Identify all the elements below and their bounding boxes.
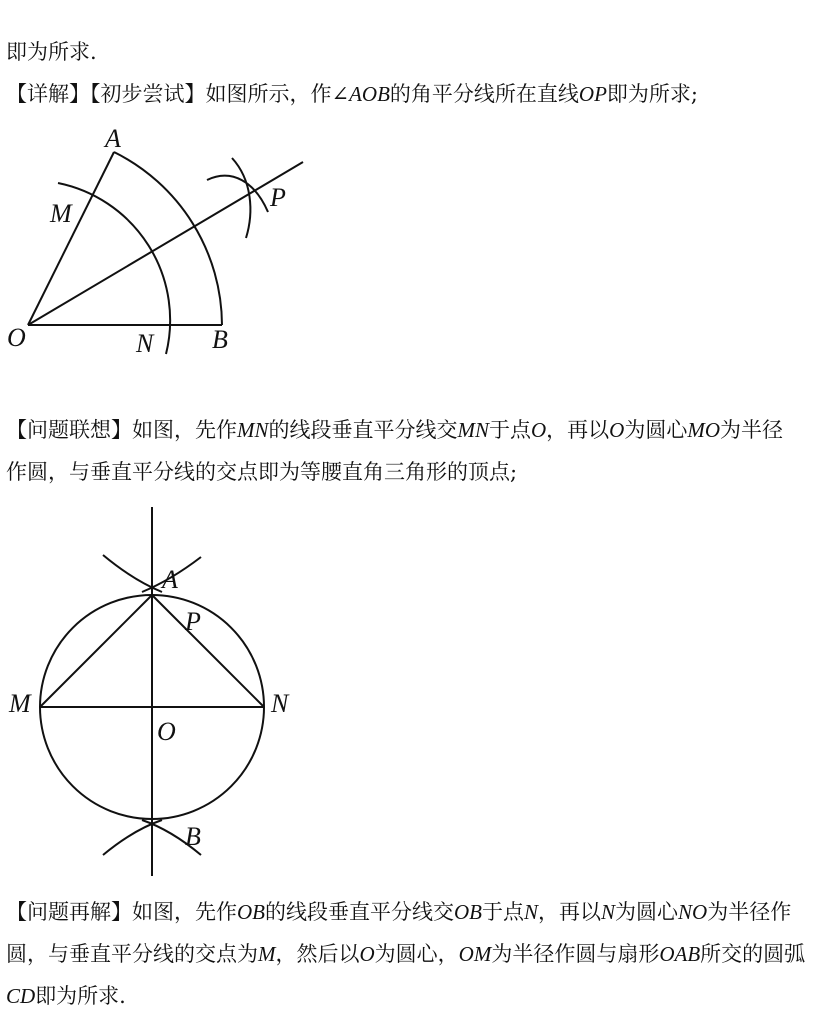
text-segment: 如图，先作 [132,900,237,924]
paragraph-wenti-lianxiang-2 [6,458,517,486]
arc-p-upper [207,176,268,212]
paragraph-wenti-zaijie-2 [6,940,805,968]
text-segment: 于点 [482,900,524,924]
var-o: O [609,418,625,442]
section-bracket-lianxiang: 【问题联想】 [6,418,132,442]
paragraph-wenti-lianxiang-1 [6,416,783,444]
text-segment: 的线段垂直平分线交 [268,418,458,442]
text-segment: 为半径作 [707,900,792,924]
text-segment: 的线段垂直平分线交 [265,900,454,924]
label-n: N [271,689,289,718]
text-segment: ，再以 [538,900,602,924]
text-segment: 于点 [489,418,531,442]
segment-an [152,595,264,707]
text-segment: ，然后以 [275,942,360,966]
text-segment: 作圆，与垂直平分线的交点即为等腰直角三角形的顶点; [6,460,518,484]
var-o: O [359,942,375,966]
text-segment: 如图所示，作 [205,82,332,106]
text-segment: 如图，先作 [132,418,237,442]
label-m: M [9,689,31,718]
text-segment: 为半径作圆与扇形 [491,942,660,966]
label-m: M [50,199,72,228]
text-segment: 圆，与垂直平分线的交点为 [6,942,258,966]
text-segment: 为圆心 [624,418,688,442]
var-ob: OB [454,900,482,924]
label-a: A [162,565,178,594]
text-segment: ，再以 [546,418,610,442]
label-p: P [185,607,201,636]
label-o: O [157,717,176,746]
text-segment: 即为所求. [35,984,126,1008]
text-jiweisuoqiu: 即为所求. [6,40,97,64]
figure-angle-bisector [0,118,330,368]
section-bracket-zaijie: 【问题再解】 [6,900,132,924]
var-mn: MN [457,418,489,442]
paragraph-wenti-zaijie-3 [6,982,126,1010]
segment-ma [40,595,152,707]
text-line-0 [6,38,97,66]
var-mn: MN [237,418,269,442]
label-b: B [185,822,201,851]
var-n: N [524,900,539,924]
paragraph-chubu-changshi [6,80,698,108]
var-o: O [531,418,547,442]
label-a: A [105,124,121,153]
var-op: OP [578,82,607,106]
label-p: P [270,183,286,212]
var-mo: MO [687,418,721,442]
var-m: M [258,942,276,966]
angle-aob: ∠AOB [331,82,390,106]
var-oab: OAB [659,942,701,966]
text-segment: 为半径 [720,418,784,442]
var-no: NO [678,900,708,924]
text-segment: 的角平分线所在直线 [389,82,579,106]
text-segment: 为圆心， [374,942,459,966]
label-n: N [136,329,154,358]
var-cd: CD [6,984,36,1008]
label-o: O [7,323,26,352]
figure-circle-triangle [0,500,320,890]
text-segment: 为圆心 [615,900,679,924]
var-ob: OB [237,900,265,924]
var-n: N [601,900,616,924]
text-segment: 即为所求; [606,82,698,106]
label-b: B [212,325,228,354]
paragraph-wenti-zaijie-1 [6,898,791,926]
text-segment: 所交的圆弧 [700,942,806,966]
var-om: OM [458,942,492,966]
section-bracket-xiangjie: 【详解】【初步尝试】 [6,82,206,106]
